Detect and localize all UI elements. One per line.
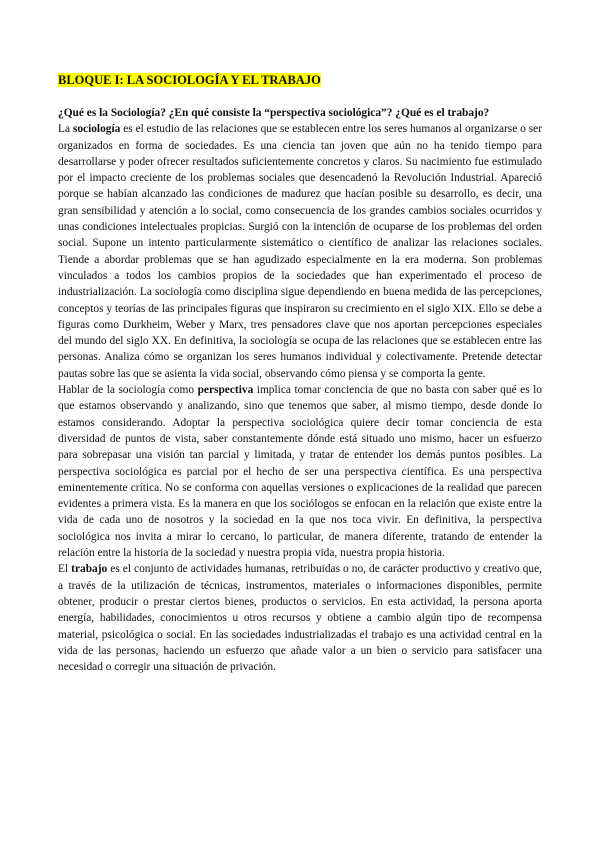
- term-perspectiva: perspectiva: [197, 384, 254, 397]
- paragraph-intro: La: [58, 123, 73, 136]
- paragraph-body: es el conjunto de actividades humanas, retribuidas o no, de carácter productivo y creativo que, a través de la utilización de técnicas, instrumentos, materiales o informaciones disponibles, permite obtener, producir o prestar ciertos bienes, productos o servicios. En esta actividad, la persona aporta energía, habilidades, conocimientos u otros recursos y obtiene a cambio algún tipo de recompensa material, psicológica o social. En las sociedades industrializadas el trabajo es una actividad central en la vida de las personas, haciendo un esfuerzo que añade valor a un bien o servicio para satisfacer una necesidad o corregir una situación de privación.: [58, 563, 542, 674]
- paragraph-intro: Hablar de la sociología como: [58, 384, 198, 397]
- highlighted-title-text: BLOQUE I: LA SOCIOLOGÍA Y EL TRABAJO: [58, 73, 321, 87]
- paragraph-sociologia: [58, 121, 542, 382]
- paragraph-perspectiva: [58, 382, 542, 561]
- paragraph-intro: El: [58, 563, 72, 576]
- term-sociologia: sociología: [72, 123, 121, 136]
- document-title: [58, 73, 321, 87]
- term-trabajo: trabajo: [71, 563, 108, 576]
- paragraph-body: implica tomar conciencia de que no basta con saber qué es lo que estamos observando y analizando, sino que tenemos que saber, al mismo tiempo, desde donde lo estamos considerando. Adoptar la perspectiva sociológica quiere decir tomar conciencia de esta diversidad de puntos de vista, saber constantemente dónde está situado uno mismo, hacer un esfuerzo para sobrepasar una visión tan parcial y limitada, y tratar de entender los demás puntos posibles. La perspectiva sociológica es parcial por el hecho de ser una perspectiva científica. Es una perspectiva eminentemente crítica. No se conforma con aquellas versiones o explicaciones de la realidad que parecen evidentes a primera vista. Es la manera en que los sociólogos se enfocan en la relación que existe entre la vida de cada uno de nosotros y la sociedad en la que nos toca vivir. En definitiva, la perspectiva sociológica nos invita a mirar lo cercano, lo particular, de manera diferente, tratando de entender la relación entre la historia de la sociedad y nuestra propia vida, nuestra propia historia.: [58, 384, 542, 560]
- paragraph-trabajo: [58, 561, 542, 675]
- paragraph-body: es el estudio de las relaciones que se establecen entre los seres humanos al organizarse o ser organizados en forma de sociedades. Es una ciencia tan joven que aún no ha tenido tiempo para desarrollarse y poder ofrecer resultados suficientemente concretos y claros. Su nacimiento fue estimulado por el impacto creciente de los problemas sociales que desencadenó la Revolución Industrial. Apareció porque se habían alcanzado las condiciones de madurez que hacían posible su desarrollo, es decir, una gran sensibilidad y atención a lo social, como consecuencia de los grandes cambios sociales ocurridos y unas condiciones intelectuales propicias. Surgió con la intención de ocuparse de los problemas del orden social. Supone un intento particularmente sistemático o científico de analizar las relaciones sociales. Tiende a abordar problemas que se han agudizado especialmente en la era moderna. Son problemas vinculados a todos los cambios propios de la sociedades que han experimentado el proceso de industrialización. La sociología como disciplina sigue dependiendo en buena medida de las percepciones, conceptos y teorías de las principales figuras que inspiraron su crecimiento en el siglo XIX. Ello se debe a figuras como Durkheim, Weber y Marx, tres pensadores clave que nos aportan percepciones especiales del mundo del siglo XX. En definitiva, la sociología se ocupa de las relaciones que se establecen entre las personas. Analiza cómo se organizan los seres humanos individual y colectivamente. Pretende detectar pautas sobre las que se asienta la vida social, observando cómo piensa y se comporta la gente.: [58, 123, 542, 380]
- section-subtitle: ¿Qué es la Sociología? ¿En qué consiste la “perspectiva sociológica”? ¿Qué es el trabajo?: [58, 107, 490, 119]
- document-body: [58, 105, 542, 675]
